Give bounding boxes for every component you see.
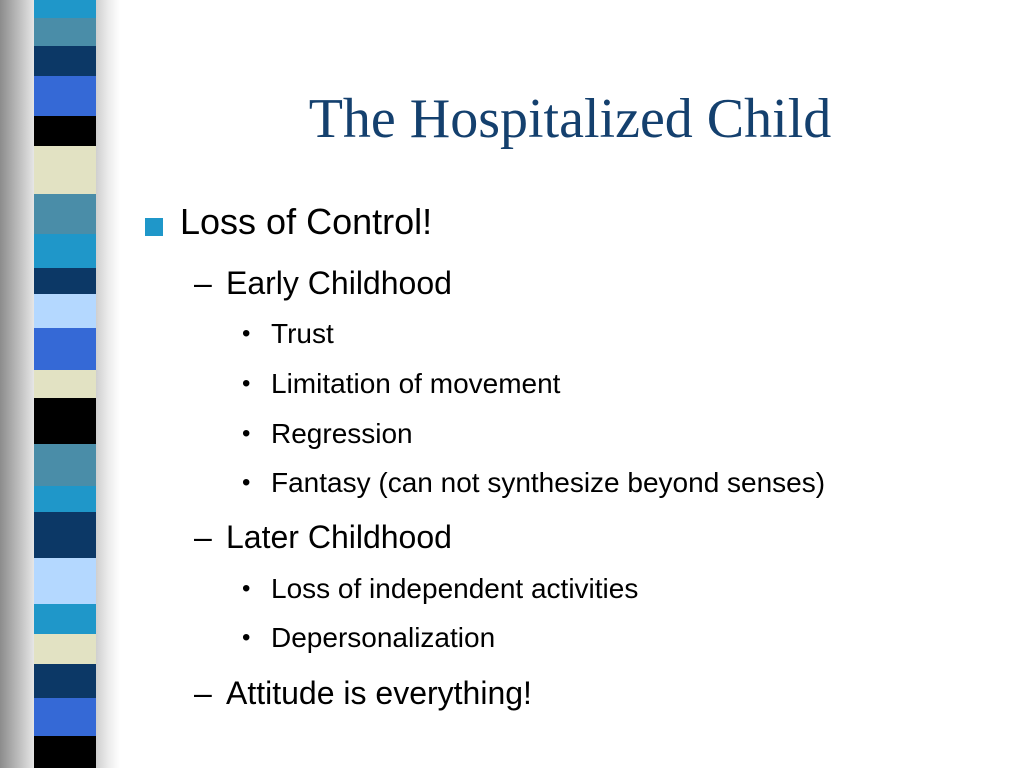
dot-marker: • [242,469,251,496]
sub-bullet-attitude: Attitude is everything! [226,675,532,711]
stripe-band [34,76,96,116]
stripe-band [34,0,96,18]
decorative-stripe [0,0,120,768]
item-regression: Regression [271,418,413,449]
dot-marker: • [242,370,251,397]
dash-marker: – [194,675,212,711]
bullet-loss-of-control: Loss of Control! [180,201,433,242]
dash-marker: – [194,519,212,555]
stripe-band [34,558,96,604]
sub-bullet-later-childhood: Later Childhood [226,519,452,555]
stripe-band [34,234,96,268]
stripe-band [34,604,96,634]
stripe-band [34,46,96,76]
stripe-band [34,512,96,558]
stripe-bands [34,0,96,768]
stripe-band [34,486,96,512]
stripe-band [34,370,96,398]
stripe-band [34,664,96,698]
item-fantasy: Fantasy (can not synthesize beyond senses) [271,467,826,498]
stripe-band [34,294,96,328]
sub-bullet-early-childhood: Early Childhood [226,265,452,301]
item-limitation-of-movement: Limitation of movement [271,368,561,399]
dot-marker: • [242,575,251,602]
stripe-band [34,398,96,444]
dot-marker: • [242,624,251,651]
slide-title: The Hospitalized Child [308,88,832,150]
stripe-band [34,146,96,194]
stripe-band [34,634,96,664]
dot-marker: • [242,420,251,447]
stripe-edge [96,0,120,768]
stripe-band [34,268,96,294]
stripe-band [34,116,96,146]
stripe-band [34,698,96,736]
stripe-band [34,328,96,370]
stripe-band [34,18,96,46]
stripe-band [34,736,96,768]
item-trust: Trust [271,318,334,349]
stripe-band [34,444,96,486]
item-depersonalization: Depersonalization [271,622,496,653]
dot-marker: • [242,320,251,347]
square-bullet-icon [145,218,163,236]
stripe-band [34,194,96,234]
stripe-shadow [0,0,34,768]
item-loss-of-independent-activities: Loss of independent activities [271,573,639,604]
dash-marker: – [194,265,212,301]
